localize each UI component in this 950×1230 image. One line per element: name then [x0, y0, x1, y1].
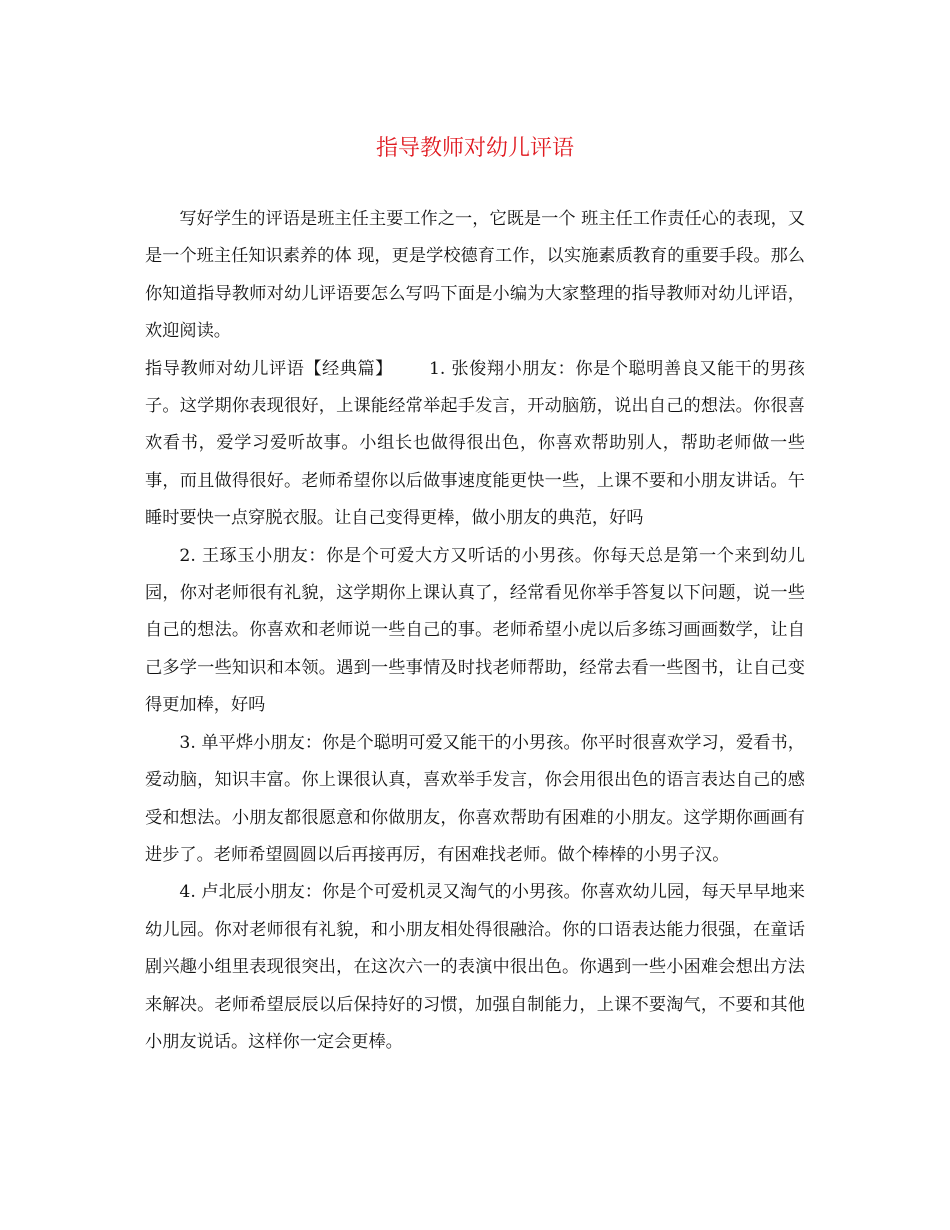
section-first-paragraph	[145, 351, 805, 538]
comment-item-1: 1. 张俊翔小朋友：你是个聪明善良又能干的男孩子。这学期你表现很好，上课能经常举起手发言，开动脑筋，说出自己的想法。你很喜欢看书，爱学习爱听故事。小组长也做得很出色，你喜欢帮助别人，帮助老师做一些事，而且做得很好。老师希望你以后做事速度能更快一些，上课不要和小朋友讲话。午睡时要快一点穿脱衣服。让自己变得更棒，做小朋友的典范，好吗	[145, 358, 805, 529]
document-title: 指导教师对幼儿评语	[375, 136, 574, 161]
intro-paragraph: 写好学生的评语是班主任主要工作之一，它既是一个 班主任工作责任心的表现，又是一个班主任知识素养的体 现，更是学校德育工作，以实施素质教育的重要手段。那么你知道指导教师对幼儿评语要怎么写吗下面是小编为大家整理的指导教师对幼儿评语，欢迎阅读。	[145, 209, 805, 342]
document-body	[145, 201, 805, 1061]
comment-item-4: 4. 卢北辰小朋友：你是个可爱机灵又淘气的小男孩。你喜欢幼儿园，每天早早地来幼儿园。你对老师很有礼貌，和小朋友相处得很融洽。你的口语表达能力很强，在童话剧兴趣小组里表现很突出，在这次六一的表演中很出色。你遇到一些小困难会想出方法来解决。老师希望辰辰以后保持好的习惯，加强自制能力，上课不要淘气，不要和其他小朋友说话。这样你一定会更棒。	[145, 882, 805, 1052]
section-heading: 指导教师对幼儿评语【经典篇】	[145, 358, 393, 379]
comment-item-2: 2. 王琢玉小朋友：你是个可爱大方又听话的小男孩。你每天总是第一个来到幼儿园，你对老师很有礼貌，这学期你上课认真了，经常看见你举手答复以下问题，说一些自己的想法。你喜欢和老师说一些自己的事。老师希望小虎以后多练习画画数学，让自己多学一些知识和本领。遇到一些事情及时找老师帮助，经常去看一些图书，让自己变得更加棒，好吗	[145, 545, 805, 716]
comment-item-3: 3. 单平烨小朋友：你是个聪明可爱又能干的小男孩。你平时很喜欢学习，爱看书，爱动脑，知识丰富。你上课很认真，喜欢举手发言，你会用很出色的语言表达自己的感受和想法。小朋友都很愿意和你做朋友，你喜欢帮助有困难的小朋友。这学期你画画有进步了。老师希望圆圆以后再接再厉，有困难找老师。做个棒棒的小男子汉。	[145, 732, 805, 865]
